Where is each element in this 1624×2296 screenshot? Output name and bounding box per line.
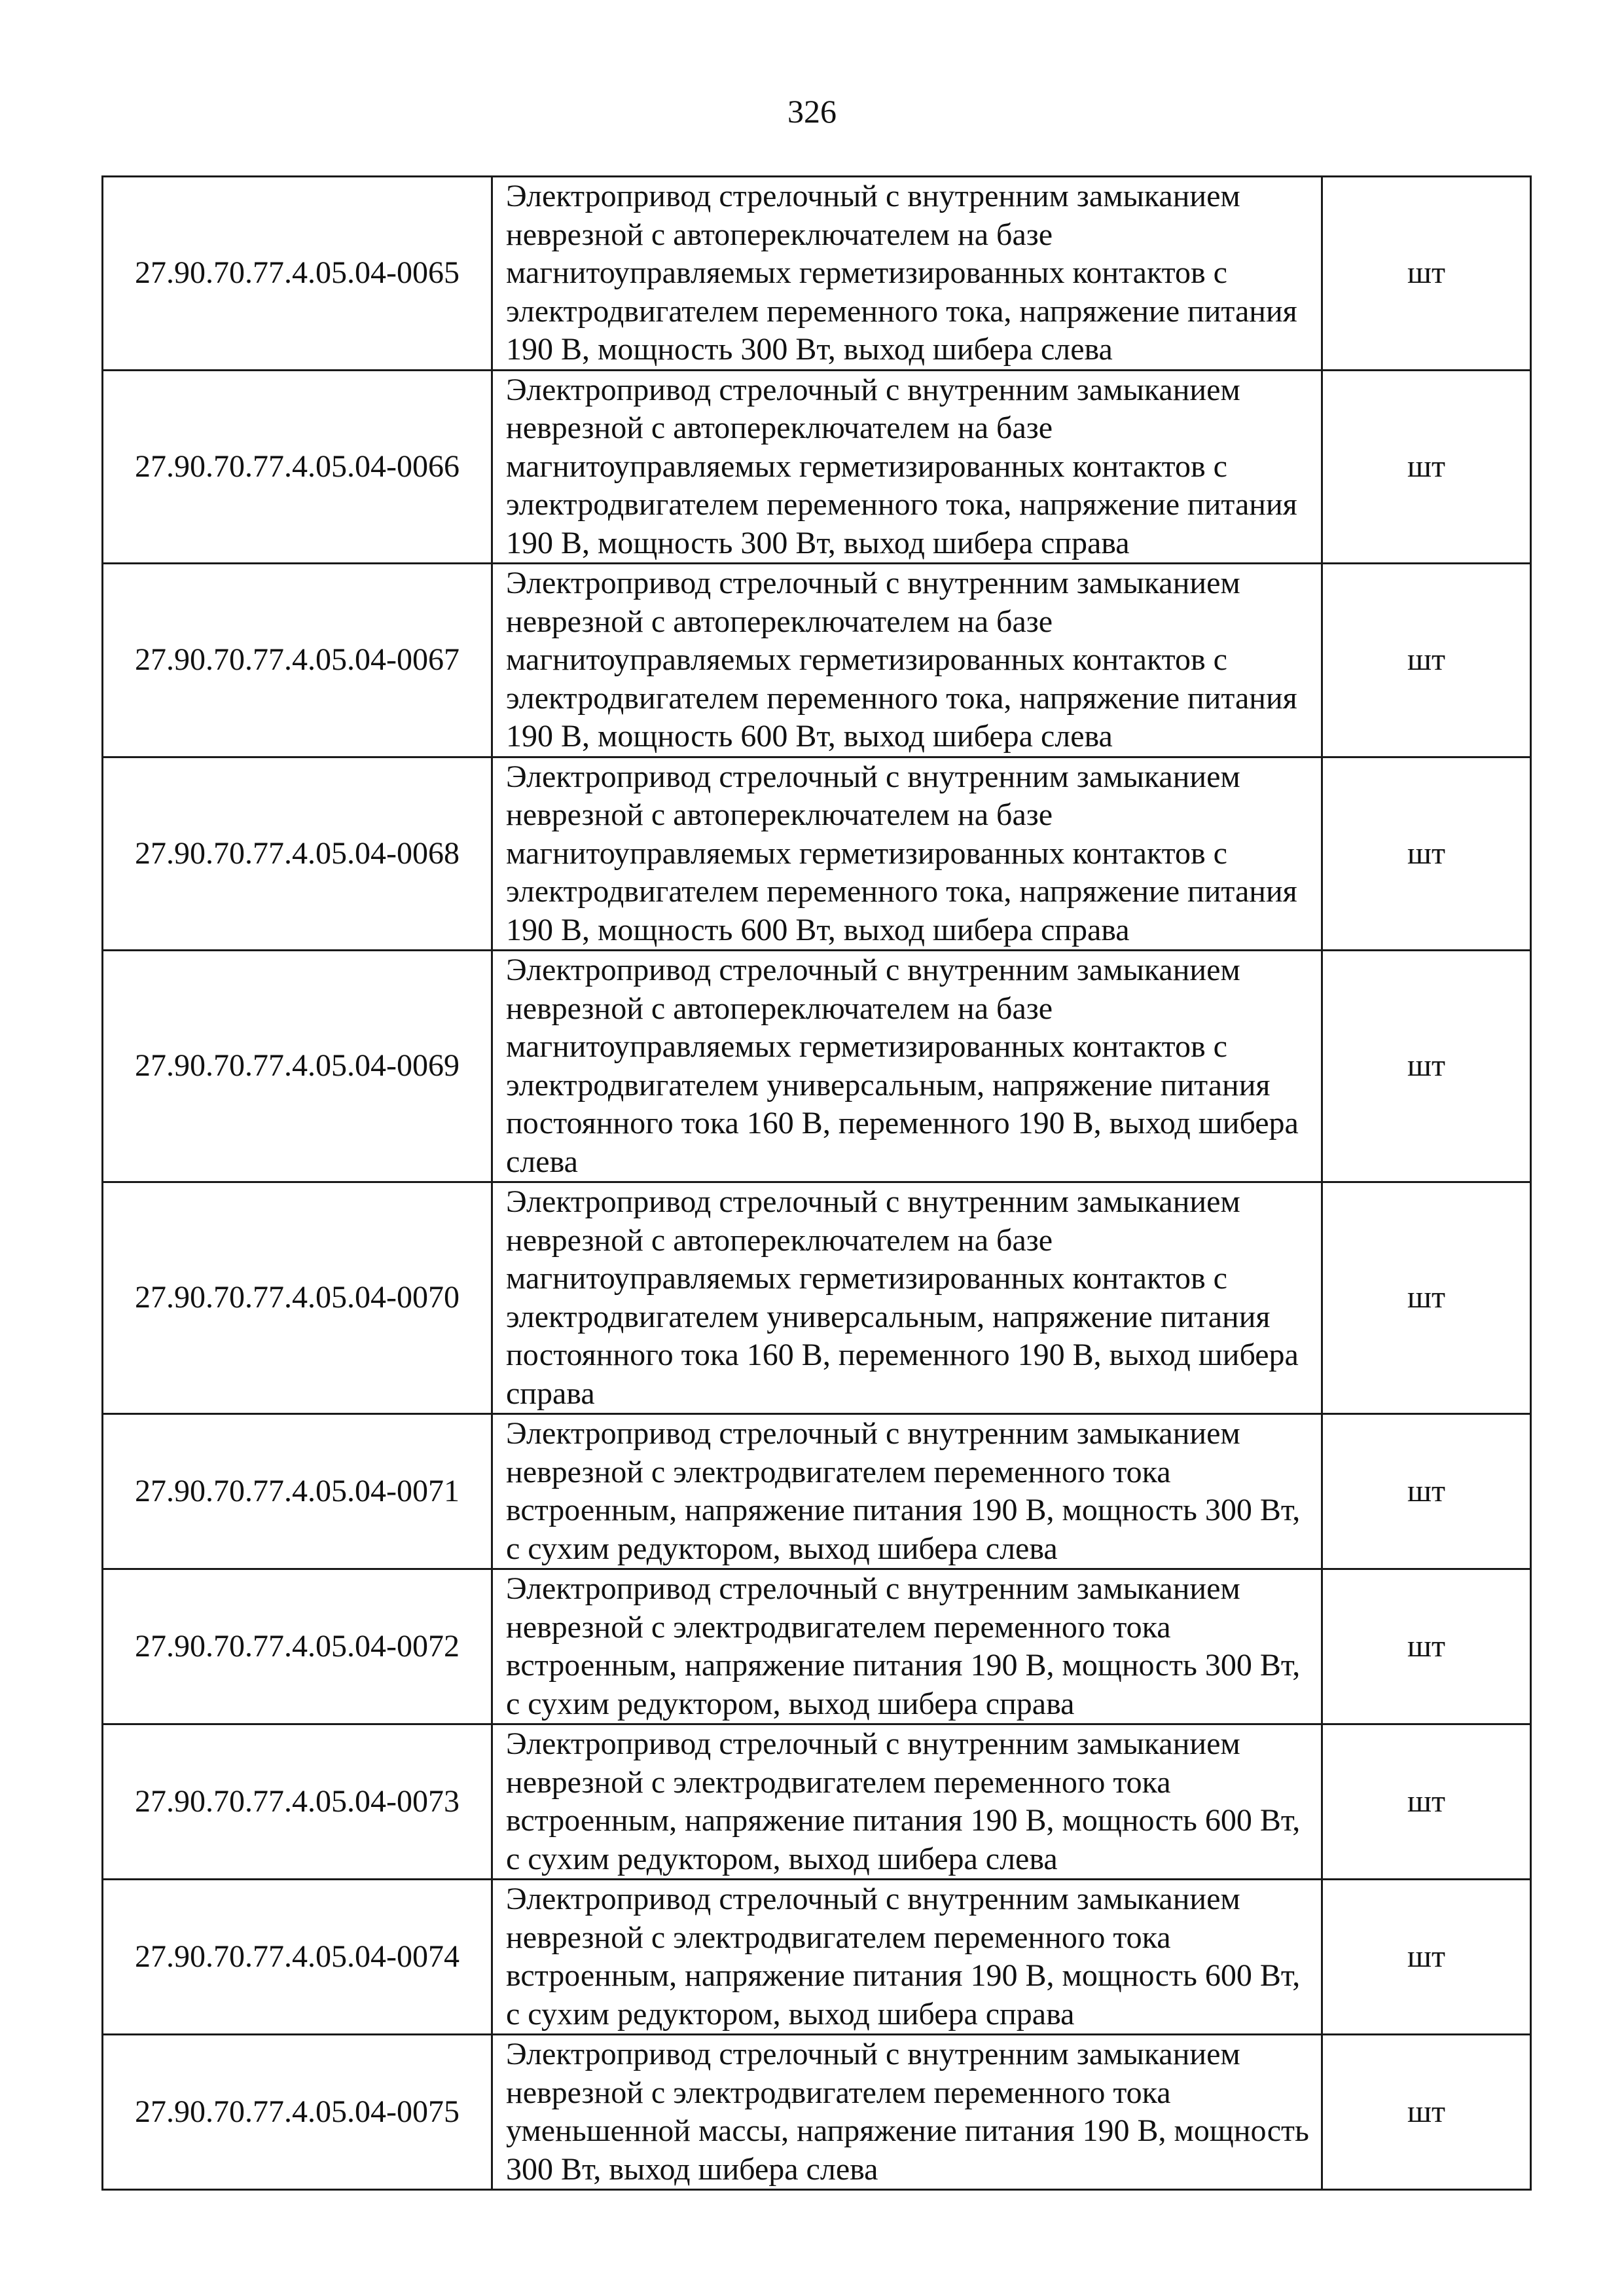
resource-code-cell: 27.90.70.77.4.05.04-0072 [103,1569,492,1724]
unit-cell: шт [1322,757,1531,951]
resource-code-cell: 27.90.70.77.4.05.04-0067 [103,564,492,757]
resource-description-cell: Электропривод стрелочный с внутренним замыканием неврезной с автопереключателем на базе магнитоуправляемых герметизированных контактов с электродвигателем универсальным, напряжение питания постоянного тока 160 В, переменного 190 В, выход шибера слева [492,951,1322,1182]
table-row [103,2035,1531,2190]
unit-cell: шт [1322,2035,1531,2190]
resource-description-cell: Электропривод стрелочный с внутренним замыканием неврезной с электродвигателем переменного тока встроенным, напряжение питания 190 В, мощность 600 Вт, с сухим редуктором, выход шибера слева [492,1724,1322,1880]
unit-cell: шт [1322,1880,1531,2035]
page-number: 326 [787,93,837,130]
resource-code-cell: 27.90.70.77.4.05.04-0068 [103,757,492,951]
table-row [103,951,1531,1182]
resource-catalog-table [101,175,1532,2191]
unit-cell: шт [1322,177,1531,371]
table-row [103,370,1531,564]
resource-description-cell: Электропривод стрелочный с внутренним замыканием неврезной с автопереключателем на базе магнитоуправляемых герметизированных контактов с электродвигателем переменного тока, напряжение питания 190 В, мощность 600 Вт, выход шибера справа [492,757,1322,951]
unit-cell: шт [1322,1182,1531,1414]
resource-description-cell: Электропривод стрелочный с внутренним замыканием неврезной с автопереключателем на базе магнитоуправляемых герметизированных контактов с электродвигателем переменного тока, напряжение питания 190 В, мощность 600 Вт, выход шибера слева [492,564,1322,757]
unit-cell: шт [1322,1724,1531,1880]
resource-code-cell: 27.90.70.77.4.05.04-0071 [103,1414,492,1569]
resource-description-cell: Электропривод стрелочный с внутренним замыканием неврезной с автопереключателем на базе магнитоуправляемых герметизированных контактов с электродвигателем переменного тока, напряжение питания 190 В, мощность 300 Вт, выход шибера слева [492,177,1322,371]
resource-description-cell: Электропривод стрелочный с внутренним замыканием неврезной с электродвигателем переменного тока встроенным, напряжение питания 190 В, мощность 300 Вт, с сухим редуктором, выход шибера слева [492,1414,1322,1569]
resource-description-cell: Электропривод стрелочный с внутренним замыканием неврезной с автопереключателем на базе магнитоуправляемых герметизированных контактов с электродвигателем переменного тока, напряжение питания 190 В, мощность 300 Вт, выход шибера справа [492,370,1322,564]
unit-cell: шт [1322,951,1531,1182]
resource-code-cell: 27.90.70.77.4.05.04-0066 [103,370,492,564]
unit-cell: шт [1322,1414,1531,1569]
resource-description-cell: Электропривод стрелочный с внутренним замыканием неврезной с электродвигателем переменного тока встроенным, напряжение питания 190 В, мощность 300 Вт, с сухим редуктором, выход шибера справа [492,1569,1322,1724]
resource-code-cell: 27.90.70.77.4.05.04-0075 [103,2035,492,2190]
table-row [103,757,1531,951]
table-row [103,177,1531,371]
resource-code-cell: 27.90.70.77.4.05.04-0073 [103,1724,492,1880]
resource-description-cell: Электропривод стрелочный с внутренним замыканием неврезной с электродвигателем переменного тока встроенным, напряжение питания 190 В, мощность 600 Вт, с сухим редуктором, выход шибера справа [492,1880,1322,2035]
table-row [103,1182,1531,1414]
resource-description-cell: Электропривод стрелочный с внутренним замыканием неврезной с автопереключателем на базе магнитоуправляемых герметизированных контактов с электродвигателем универсальным, напряжение питания постоянного тока 160 В, переменного 190 В, выход шибера справа [492,1182,1322,1414]
unit-cell: шт [1322,1569,1531,1724]
resource-code-cell: 27.90.70.77.4.05.04-0069 [103,951,492,1182]
table-row [103,1880,1531,2035]
table-row [103,1569,1531,1724]
table-row [103,564,1531,757]
table-row [103,1724,1531,1880]
unit-cell: шт [1322,370,1531,564]
resource-code-cell: 27.90.70.77.4.05.04-0065 [103,177,492,371]
unit-cell: шт [1322,564,1531,757]
resource-code-cell: 27.90.70.77.4.05.04-0074 [103,1880,492,2035]
resource-code-cell: 27.90.70.77.4.05.04-0070 [103,1182,492,1414]
table-row [103,1414,1531,1569]
resource-description-cell: Электропривод стрелочный с внутренним замыканием неврезной с электродвигателем переменного тока уменьшенной массы, напряжение питания 190 В, мощность 300 Вт, выход шибера слева [492,2035,1322,2190]
